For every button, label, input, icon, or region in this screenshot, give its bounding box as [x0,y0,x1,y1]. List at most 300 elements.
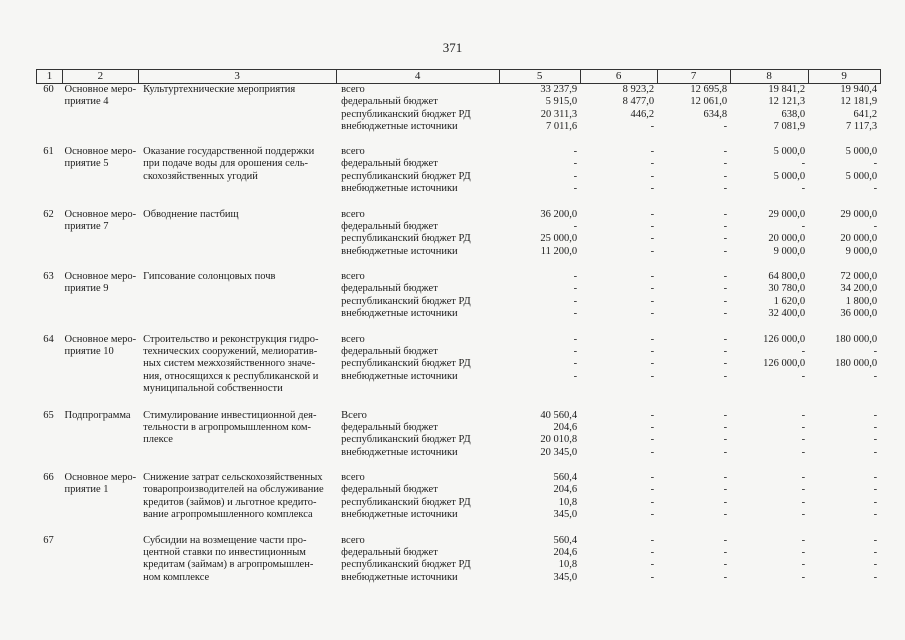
amount-value: - [801,472,806,483]
amount-value: - [801,434,806,446]
item-name-line: Культуртехнические мероприятия [143,84,296,95]
amount-value: - [650,496,655,508]
amount-value: 7 081,9 [773,121,806,133]
column-header: 5 [499,70,580,84]
amount-value: - [723,496,728,508]
item-name-line: при подаче воды для орошения сель- [143,158,309,170]
item-type [63,535,139,598]
amount-value: 12 121,3 [768,96,806,108]
row-number-text: 64 [43,333,54,345]
amount-value: - [801,534,806,546]
amount-value: - [873,546,878,558]
amount-value: 641,2 [853,108,878,120]
item-name-line: Гипсование солонцовых почв [143,271,276,282]
row-number [37,209,63,272]
amount-value: - [801,183,806,195]
column-header: 8 [730,70,808,84]
amount-value: 126 000,0 [763,358,806,370]
amount-value: - [801,421,806,433]
row-number-text: 66 [43,472,54,483]
column-header: 3 [138,70,336,84]
amount-value: - [873,370,878,382]
amount-c8 [730,146,808,209]
item-name-line: скохозяйственных угодий [143,170,258,182]
item-name-line: Субсидии на возмещение части про- [143,534,307,546]
funding-source-label: федеральный бюджет [341,546,438,558]
amount-c7 [657,84,730,147]
item-name [138,209,336,272]
amount-value: - [573,308,578,320]
amount-value: - [723,345,728,357]
funding-source-label: федеральный бюджет [341,484,438,496]
column-header: 2 [63,70,139,84]
table-row [37,146,881,209]
item-name-line: Строительство и реконструкция гидро- [143,333,319,345]
amount-value: 638,0 [781,108,806,120]
amount-c6 [580,84,657,147]
amount-value: 1 620,0 [773,295,806,307]
page-number: 371 [442,40,463,55]
amount-value: - [801,484,806,496]
amount-value: - [873,434,878,446]
amount-value: - [650,358,655,370]
row-number-text: 60 [43,84,54,95]
amount-value: - [650,559,655,571]
amount-value: - [723,245,728,257]
amount-value: 5 000,0 [773,170,806,182]
item-name-line: тельности в агропромышленном ком- [143,421,312,433]
funding-source-label: внебюджетные источники [341,370,458,382]
item-type-line: приятие 5 [64,158,109,170]
funding-source-label: Всего [341,409,367,421]
amount-value: - [873,571,878,583]
item-type-line: приятие 1 [64,484,109,496]
amount-value: - [801,345,806,357]
funding-source-label: республиканский бюджет РД [341,358,471,370]
amount-value: 64 800,0 [768,271,806,282]
column-header: 7 [657,70,730,84]
row-number-text: 63 [43,271,54,282]
amount-value: - [873,345,878,357]
item-name [138,535,336,598]
amount-value: - [801,571,806,583]
amount-value: 20 000,0 [768,233,806,245]
amount-value: - [650,370,655,382]
amount-c9 [808,472,880,535]
item-type [63,472,139,535]
funding-source-label: республиканский бюджет РД [341,295,471,307]
amount-c7 [657,271,730,334]
amount-value: 446,2 [630,108,655,120]
funding-sources [336,271,499,334]
funding-source-label: федеральный бюджет [341,96,438,108]
row-number [37,146,63,209]
amount-c8 [730,334,808,410]
amount-value: - [650,509,655,521]
amount-value: - [723,484,728,496]
funding-source-label: республиканский бюджет РД [341,170,471,182]
amount-value: 5 000,0 [845,146,878,157]
funding-source-label: внебюджетные источники [341,308,458,320]
amount-value: 20 000,0 [840,233,878,245]
amount-value: - [801,559,806,571]
item-type-line: приятие 10 [64,345,114,357]
amount-c6 [580,410,657,473]
amount-c5 [499,410,580,473]
funding-source-label: всего [341,472,365,483]
amount-value: - [723,534,728,546]
amount-value: 12 695,8 [690,84,728,95]
amount-value: - [873,484,878,496]
funding-source-label: республиканский бюджет РД [341,108,471,120]
funding-sources [336,472,499,535]
funding-source-label: внебюджетные источники [341,446,458,458]
amount-value: 8 923,2 [622,84,655,95]
amount-c6 [580,209,657,272]
amount-value: 12 181,9 [840,96,878,108]
item-type-line: Основное меро- [64,472,137,483]
amount-value: - [873,496,878,508]
amount-value: - [573,358,578,370]
column-header: 1 [37,70,63,84]
amount-value: - [723,295,728,307]
amount-value: 9 000,0 [845,245,878,257]
item-type-line: Основное меро- [64,208,137,220]
amount-value: 11 200,0 [540,245,578,257]
funding-source-label: всего [341,333,365,345]
amount-value: - [801,546,806,558]
amount-c5 [499,146,580,209]
funding-source-label: федеральный бюджет [341,421,438,433]
amount-value: - [650,308,655,320]
amount-value: - [573,345,578,357]
amount-value: 10,8 [558,559,578,571]
funding-source-label: всего [341,534,365,546]
funding-source-label: внебюджетные источники [341,509,458,521]
amount-value: - [650,333,655,345]
item-type-line: Основное меро- [64,333,137,345]
item-type-line: Подпрограмма [64,409,131,421]
amount-value: - [723,233,728,245]
item-type [63,334,139,410]
table-row [37,209,881,272]
amount-value: 32 400,0 [768,308,806,320]
amount-value: - [873,421,878,433]
amount-value: 29 000,0 [840,208,878,220]
funding-source-label: внебюджетные источники [341,245,458,257]
table-row [37,535,881,598]
column-header: 9 [808,70,880,84]
amount-value: - [650,208,655,220]
item-name-line: ном комплексе [143,571,210,583]
amount-value: - [573,283,578,295]
amount-value: 20 311,3 [540,108,578,120]
amount-c8 [730,535,808,598]
amount-value: 40 560,4 [540,409,578,421]
amount-value: - [650,233,655,245]
funding-sources [336,209,499,272]
item-name-line: центной ставки по инвестиционным [143,546,306,558]
amount-value: - [723,333,728,345]
item-type [63,209,139,272]
amount-c8 [730,271,808,334]
amount-value: - [650,283,655,295]
amount-c9 [808,271,880,334]
item-type [63,271,139,334]
amount-value: - [573,333,578,345]
funding-source-label: всего [341,146,365,157]
amount-value: - [573,183,578,195]
amount-value: - [723,271,728,282]
amount-value: - [573,295,578,307]
amount-value: - [801,509,806,521]
amount-value: 180 000,0 [835,358,878,370]
amount-value: - [650,146,655,157]
amount-c7 [657,334,730,410]
amount-value: - [801,220,806,232]
row-number [37,84,63,147]
item-name-line: Оказание государственной поддержки [143,146,315,157]
amount-value: 180 000,0 [835,333,878,345]
amount-value: - [873,534,878,546]
amount-c5 [499,472,580,535]
amount-value: - [723,434,728,446]
amount-value: - [801,370,806,382]
amount-value: 29 000,0 [768,208,806,220]
amount-value: 634,8 [703,108,728,120]
amount-c6 [580,271,657,334]
amount-value: - [723,158,728,170]
amount-value: 36 000,0 [840,308,878,320]
funding-sources [336,334,499,410]
amount-value: - [650,183,655,195]
amount-c5 [499,535,580,598]
amount-value: - [650,434,655,446]
amount-c9 [808,209,880,272]
funding-source-label: федеральный бюджет [341,158,438,170]
column-header: 6 [580,70,657,84]
amount-value: - [723,146,728,157]
amount-value: - [650,271,655,282]
amount-value: - [723,472,728,483]
funding-source-label: внебюджетные источники [341,571,458,583]
item-type-line: приятие 4 [64,96,109,108]
amount-c7 [657,209,730,272]
amount-c8 [730,410,808,473]
amount-value: - [650,421,655,433]
item-name-line: муниципальной собственности [143,383,283,395]
amount-value: - [873,409,878,421]
amount-c7 [657,410,730,473]
amount-c8 [730,84,808,147]
amount-value: - [650,484,655,496]
item-name-line: технических сооружений, мелиоратив- [143,345,318,357]
column-header: 4 [336,70,499,84]
item-name-line: ния, относящихся к республиканской и [143,370,319,382]
amount-value: - [650,295,655,307]
amount-value: - [801,446,806,458]
amount-value: 560,4 [553,534,578,546]
funding-sources [336,410,499,473]
row-number [37,334,63,410]
amount-c8 [730,472,808,535]
row-number-text: 62 [43,208,54,220]
amount-value: - [573,370,578,382]
amount-value: 10,8 [558,496,578,508]
item-type-line: приятие 7 [64,220,109,232]
amount-value: - [873,220,878,232]
funding-source-label: республиканский бюджет РД [341,559,471,571]
amount-value: 345,0 [553,571,578,583]
amount-value: - [723,409,728,421]
amount-value: - [723,559,728,571]
amount-value: - [650,534,655,546]
item-name [138,472,336,535]
item-name [138,410,336,473]
amount-value: 560,4 [553,472,578,483]
funding-source-label: республиканский бюджет РД [341,233,471,245]
amount-value: - [723,283,728,295]
amount-value: - [873,559,878,571]
funding-sources [336,84,499,147]
amount-value: - [573,158,578,170]
amount-value: - [723,446,728,458]
amount-value: 12 061,0 [690,96,728,108]
amount-value: - [650,245,655,257]
amount-value: 5 915,0 [545,96,578,108]
amount-value: - [723,308,728,320]
amount-value: - [873,509,878,521]
amount-value: - [723,509,728,521]
amount-value: 8 477,0 [622,96,655,108]
amount-c9 [808,146,880,209]
amount-value: - [573,220,578,232]
amount-value: 126 000,0 [763,333,806,345]
item-name-line: Снижение затрат сельскохозяйственных [143,472,323,483]
amount-value: - [723,421,728,433]
funding-source-label: федеральный бюджет [341,283,438,295]
amount-value: - [573,271,578,282]
amount-c5 [499,334,580,410]
funding-source-label: федеральный бюджет [341,220,438,232]
amount-value: 204,6 [553,421,578,433]
table-row [37,271,881,334]
amount-c9 [808,535,880,598]
row-number-text: 67 [43,534,54,546]
amount-value: 204,6 [553,484,578,496]
funding-source-label: республиканский бюджет РД [341,434,471,446]
amount-value: - [873,472,878,483]
amount-value: - [723,546,728,558]
column-number-header [37,70,881,84]
table-row [37,334,881,410]
amount-value: - [650,571,655,583]
amount-value: 9 000,0 [773,245,806,257]
funding-source-label: внебюджетные источники [341,183,458,195]
amount-value: 34 200,0 [840,283,878,295]
amount-value: - [650,472,655,483]
amount-value: - [723,208,728,220]
amount-value: - [723,170,728,182]
item-name-line: Обводнение пастбищ [143,208,239,220]
amount-value: 36 200,0 [540,208,578,220]
amount-value: 72 000,0 [840,271,878,282]
amount-value: 33 237,9 [540,84,578,95]
funding-sources [336,146,499,209]
row-number-text: 61 [43,146,54,157]
row-number [37,271,63,334]
amount-value: - [723,220,728,232]
amount-value: - [650,446,655,458]
funding-source-label: всего [341,271,365,282]
item-name-line: вание агропромышленного комплекса [143,509,313,521]
table-row [37,410,881,473]
row-number [37,472,63,535]
amount-c9 [808,84,880,147]
amount-value: - [650,409,655,421]
funding-source-label: республиканский бюджет РД [341,496,471,508]
item-name-line: кредитам (займам) в агропромышлен- [143,559,314,571]
funding-source-label: внебюджетные источники [341,121,458,133]
amount-value: - [650,158,655,170]
item-name-line: кредитов (займов) и льготное кредито- [143,496,317,508]
item-name [138,146,336,209]
amount-c5 [499,84,580,147]
item-type [63,146,139,209]
item-type [63,410,139,473]
funding-source-label: всего [341,84,365,95]
budget-table [36,69,881,597]
funding-source-label: всего [341,208,365,220]
amount-value: - [723,370,728,382]
amount-c9 [808,334,880,410]
amount-value: 345,0 [553,509,578,521]
amount-value: 20 010,8 [540,434,578,446]
item-name [138,334,336,410]
amount-c6 [580,334,657,410]
amount-value: - [650,220,655,232]
item-name-line: Стимулирование инвестиционной дея- [143,409,317,421]
amount-c5 [499,209,580,272]
amount-value: 20 345,0 [540,446,578,458]
row-number [37,535,63,598]
amount-c7 [657,146,730,209]
table-row [37,472,881,535]
amount-value: - [573,146,578,157]
table-body [37,84,881,598]
amount-value: - [650,170,655,182]
amount-value: - [723,121,728,133]
amount-value: - [650,345,655,357]
amount-c6 [580,535,657,598]
amount-c7 [657,472,730,535]
amount-value: - [650,546,655,558]
item-name-line: товаропроизводителей на обслуживание [143,484,324,496]
amount-value: 204,6 [553,546,578,558]
amount-value: 5 000,0 [773,146,806,157]
amount-value: - [873,446,878,458]
table-row [37,84,881,147]
amount-value: - [801,496,806,508]
amount-value: - [573,170,578,182]
amount-c6 [580,146,657,209]
amount-value: - [801,158,806,170]
item-type-line: приятие 9 [64,283,109,295]
amount-value: - [723,358,728,370]
item-type [63,84,139,147]
row-number [37,410,63,473]
amount-c6 [580,472,657,535]
